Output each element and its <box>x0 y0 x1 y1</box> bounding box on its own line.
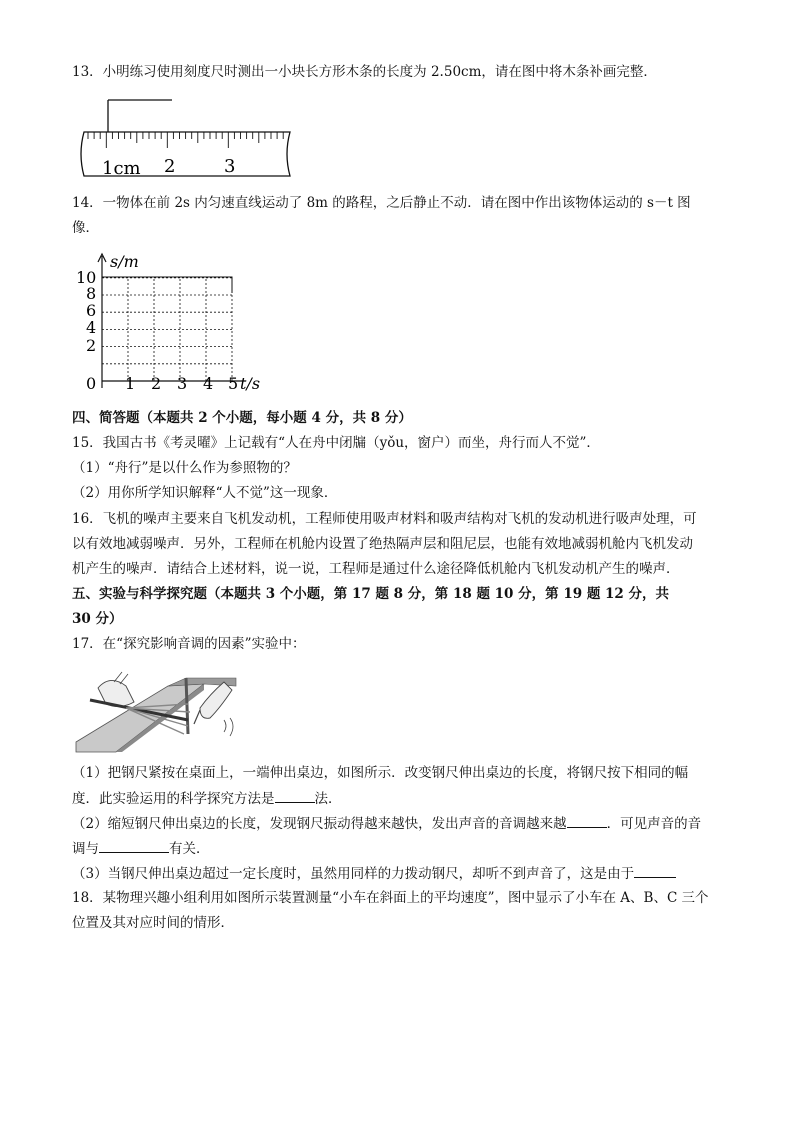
q18-line1: 18．某物理兴趣小组利用如图所示装置测量“小车在斜面上的平均速度”，图中显示了小车在 A、B、C 三个 <box>72 890 709 906</box>
x-tick-4: 4 <box>203 374 214 393</box>
x-tick-3: 3 <box>177 374 188 393</box>
section5-heading-line1: 五、实验与科学探究题（本题共 3 个小题，第 17 题 8 分，第 18 题 10 分，第 19 题 12 分，共 <box>72 586 670 602</box>
q15-sub1: （1）“舟行”是以什么作为参照物的？ <box>72 460 297 476</box>
q13-text: 13．小明练习使用刻度尺时测出一小块长方形木条的长度为 2.50cm，请在图中将木条补画完整． <box>72 64 657 80</box>
ruler-figure <box>76 100 298 180</box>
s-axis-label: s/m <box>110 252 139 271</box>
q15-sub2: （2）用你所学知识解释“人不觉”这一现象． <box>72 485 338 501</box>
q15-text: 15．我国古书《考灵曜》上记载有“人在舟中闭牖（yǒu，窗户）而坐，舟行而人不觉”． <box>72 435 600 451</box>
x-tick-1: 1 <box>125 374 136 393</box>
t-axis-label: t/s <box>240 374 261 393</box>
section4-heading: 四、简答题（本题共 2 个小题，每小题 4 分，共 8 分） <box>72 410 412 426</box>
q16-line1: 16．飞机的噪声主要来自飞机发动机，工程师使用吸声材料和吸声结构对飞机的发动机进行吸声处理，可 <box>72 511 697 527</box>
ruler-label-1cm: 1cm <box>102 158 141 179</box>
y-tick-2: 2 <box>86 336 97 355</box>
q17-sub1-line1: （1）把钢尺紧按在桌面上，一端伸出桌边，如图所示．改变钢尺伸出桌边的长度，将钢尺按下相同的幅 <box>72 765 689 781</box>
section5-heading-line2: 30 分） <box>72 611 123 627</box>
ruler-label-3: 3 <box>224 156 236 177</box>
y-tick-4: 4 <box>86 318 97 337</box>
q17-sub3: （3）当钢尺伸出桌边超过一定长度时，虽然用同样的力拨动钢尺，却听不到声音了，这是由于 <box>72 863 676 884</box>
blank-pitch-trend[interactable] <box>567 813 607 828</box>
blank-reason[interactable] <box>634 863 676 878</box>
y-tick-6: 6 <box>86 301 97 320</box>
y-tick-10: 10 <box>76 268 97 287</box>
blank-pitch-factor[interactable] <box>99 838 169 853</box>
q17-sub1-line2: 度．此实验运用的科学探究方法是 法． <box>72 788 342 809</box>
ruler-label-2: 2 <box>164 156 176 177</box>
blank-method[interactable] <box>275 788 315 803</box>
q14-text-line1: 14．一物体在前 2s 内匀速直线运动了 8m 的路程，之后静止不动．请在图中作出该物体运动的 s－t 图 <box>72 195 691 211</box>
q17-sub2-line2: 调与 有关． <box>72 838 210 859</box>
q16-line2: 以有效地减弱噪声．另外，工程师在机舱内设置了绝热隔声层和阻尼层，也能有效地减弱机舱内飞机发动 <box>72 536 693 552</box>
q16-line3: 机产生的噪声．请结合上述材料，说一说，工程师是通过什么途径降低机舱内飞机发动机产生的噪声． <box>72 561 680 577</box>
q18-line2: 位置及其对应时间的情形． <box>72 915 234 931</box>
x-tick-5: 5 <box>228 374 239 393</box>
q17-text: 17．在“探究影响音调的因素”实验中： <box>72 636 306 652</box>
x-tick-2: 2 <box>151 374 162 393</box>
q17-sub2-line1: （2）缩短钢尺伸出桌边的长度，发现钢尺振动得越来越快，发出声音的音调越来越 ．可见声音的音 <box>72 813 701 834</box>
steel-ruler-figure <box>76 664 236 752</box>
q14-text-line2: 像． <box>72 220 99 236</box>
origin-label: 0 <box>86 374 97 393</box>
y-tick-8: 8 <box>86 284 97 303</box>
st-graph <box>76 252 276 394</box>
